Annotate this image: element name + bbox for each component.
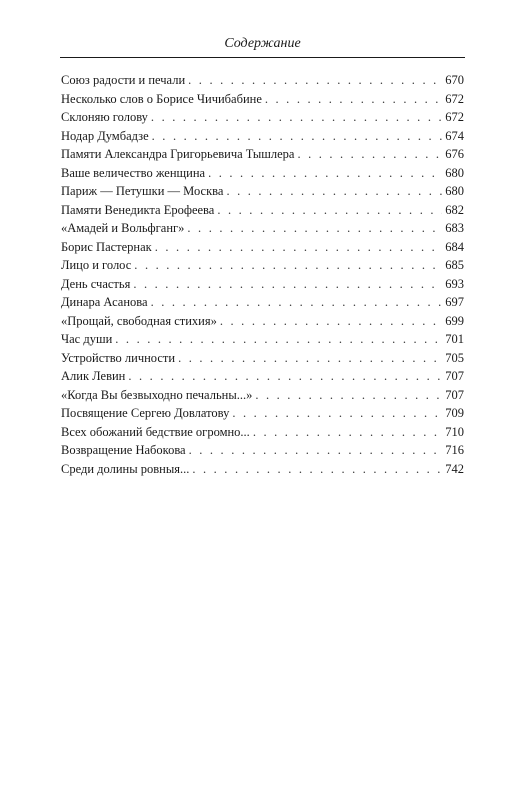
- toc-entry: [61, 219, 464, 238]
- toc-dot-leader: [115, 330, 442, 349]
- toc-entry-title: День счастья: [61, 276, 131, 291]
- toc-entry: [61, 127, 464, 146]
- toc-dot-leader: [188, 71, 442, 90]
- toc-entry-page: 680: [445, 165, 464, 180]
- toc-entry-title: Памяти Александра Григорьевича Тышлера: [61, 147, 295, 161]
- toc-entry-page: 674: [445, 128, 464, 143]
- toc-entry-title: Борис Пастернак: [61, 239, 152, 254]
- toc-dot-leader: [192, 460, 442, 479]
- toc-entry: [61, 330, 464, 349]
- toc-entry: [61, 71, 464, 90]
- toc-entry: [61, 386, 464, 405]
- toc-entry-page: 742: [445, 461, 464, 476]
- toc-entry-title: «Прощай, свободная стихия»: [61, 313, 217, 328]
- toc-entry: [61, 256, 464, 275]
- toc-dot-leader: [151, 108, 442, 127]
- toc-entry-title: Памяти Венедикта Ерофеева: [61, 202, 215, 217]
- toc-entry-page: 676: [445, 147, 464, 161]
- toc-entry-title: «Амадей и Вольфганг»: [61, 221, 185, 235]
- toc-entry-page: 710: [445, 424, 464, 439]
- toc-dot-leader: [226, 182, 442, 201]
- toc-entry-title: Всех обожаний бедствие огромно...: [61, 424, 250, 439]
- toc-entry-title: Несколько слов о Борисе Чичибабине: [61, 91, 262, 106]
- toc-entry-title: Париж — Петушки — Москва: [61, 184, 224, 198]
- toc-entry-title: Нодар Думбадзе: [61, 128, 149, 143]
- toc-entry-title: Устройство личности: [61, 350, 176, 365]
- toc-dot-leader: [255, 386, 442, 405]
- toc-dot-leader: [297, 145, 442, 164]
- toc-entry-page: 682: [445, 202, 464, 217]
- toc-entry-page: 705: [445, 350, 464, 365]
- toc-dot-leader: [187, 219, 442, 238]
- header-rule: [60, 57, 465, 58]
- toc-dot-leader: [178, 349, 442, 368]
- toc-entry-title: Ваше величество женщина: [61, 165, 206, 180]
- toc-dot-leader: [151, 293, 443, 312]
- toc-entry: [61, 423, 464, 442]
- toc-entry: [61, 367, 464, 386]
- toc-entry-title: Динара Асанова: [61, 295, 148, 309]
- toc-entry: [61, 293, 464, 312]
- toc-entry: [61, 312, 464, 331]
- toc-entry-title: Посвящение Сергею Довлатову: [61, 406, 230, 420]
- toc-entry: [61, 238, 464, 257]
- toc-entry-page: 697: [445, 295, 464, 309]
- toc-entry-page: 672: [445, 110, 464, 124]
- toc-dot-leader: [208, 164, 442, 183]
- toc-entry-page: 680: [445, 184, 464, 198]
- toc-entry: [61, 349, 464, 368]
- toc-entry: [61, 108, 464, 127]
- toc-entry-page: 716: [445, 443, 464, 457]
- toc-entry-title: Час души: [61, 332, 113, 346]
- toc-dot-leader: [217, 201, 442, 220]
- toc-entry-page: 707: [445, 369, 464, 383]
- toc-dot-leader: [128, 367, 442, 386]
- toc-entry: [61, 441, 464, 460]
- toc-entry-page: 672: [445, 91, 464, 106]
- toc-entry-page: 707: [445, 387, 464, 402]
- toc-entry-title: Склоняю голову: [61, 110, 148, 124]
- toc-entry-title: Союз радости и печали: [61, 73, 186, 87]
- toc-entry-page: 701: [445, 332, 464, 346]
- toc-entry-page: 709: [445, 406, 464, 420]
- toc-entry: [61, 164, 464, 183]
- toc-entry-page: 684: [445, 239, 464, 254]
- toc-entry-page: 683: [445, 221, 464, 235]
- toc-entry-page: 685: [445, 258, 464, 272]
- toc-dot-leader: [220, 312, 442, 331]
- toc-entry-title: Алик Левин: [61, 369, 126, 383]
- toc-dot-leader: [253, 423, 442, 442]
- toc-entry: [61, 182, 464, 201]
- toc-entry-title: Среди долины ровныя...: [61, 461, 190, 476]
- table-of-contents: [61, 71, 464, 478]
- toc-entry-page: 699: [445, 313, 464, 328]
- toc-entry-title: «Когда Вы безвыходно печальны...»: [61, 387, 253, 402]
- toc-dot-leader: [134, 256, 442, 275]
- toc-entry-title: Возвращение Набокова: [61, 443, 186, 457]
- toc-entry: [61, 90, 464, 109]
- toc-entry-page: 670: [445, 73, 464, 87]
- toc-entry-page: 693: [445, 276, 464, 291]
- toc-entry: [61, 201, 464, 220]
- toc-dot-leader: [133, 275, 442, 294]
- toc-dot-leader: [232, 404, 442, 423]
- toc-entry: [61, 460, 464, 479]
- toc-dot-leader: [152, 127, 443, 146]
- toc-dot-leader: [189, 441, 443, 460]
- toc-entry: [61, 404, 464, 423]
- toc-entry-title: Лицо и голос: [61, 258, 132, 272]
- running-header-title: Содержание: [224, 36, 301, 51]
- toc-dot-leader: [265, 90, 442, 109]
- toc-entry: [61, 275, 464, 294]
- toc-entry: [61, 145, 464, 164]
- toc-dot-leader: [155, 238, 443, 257]
